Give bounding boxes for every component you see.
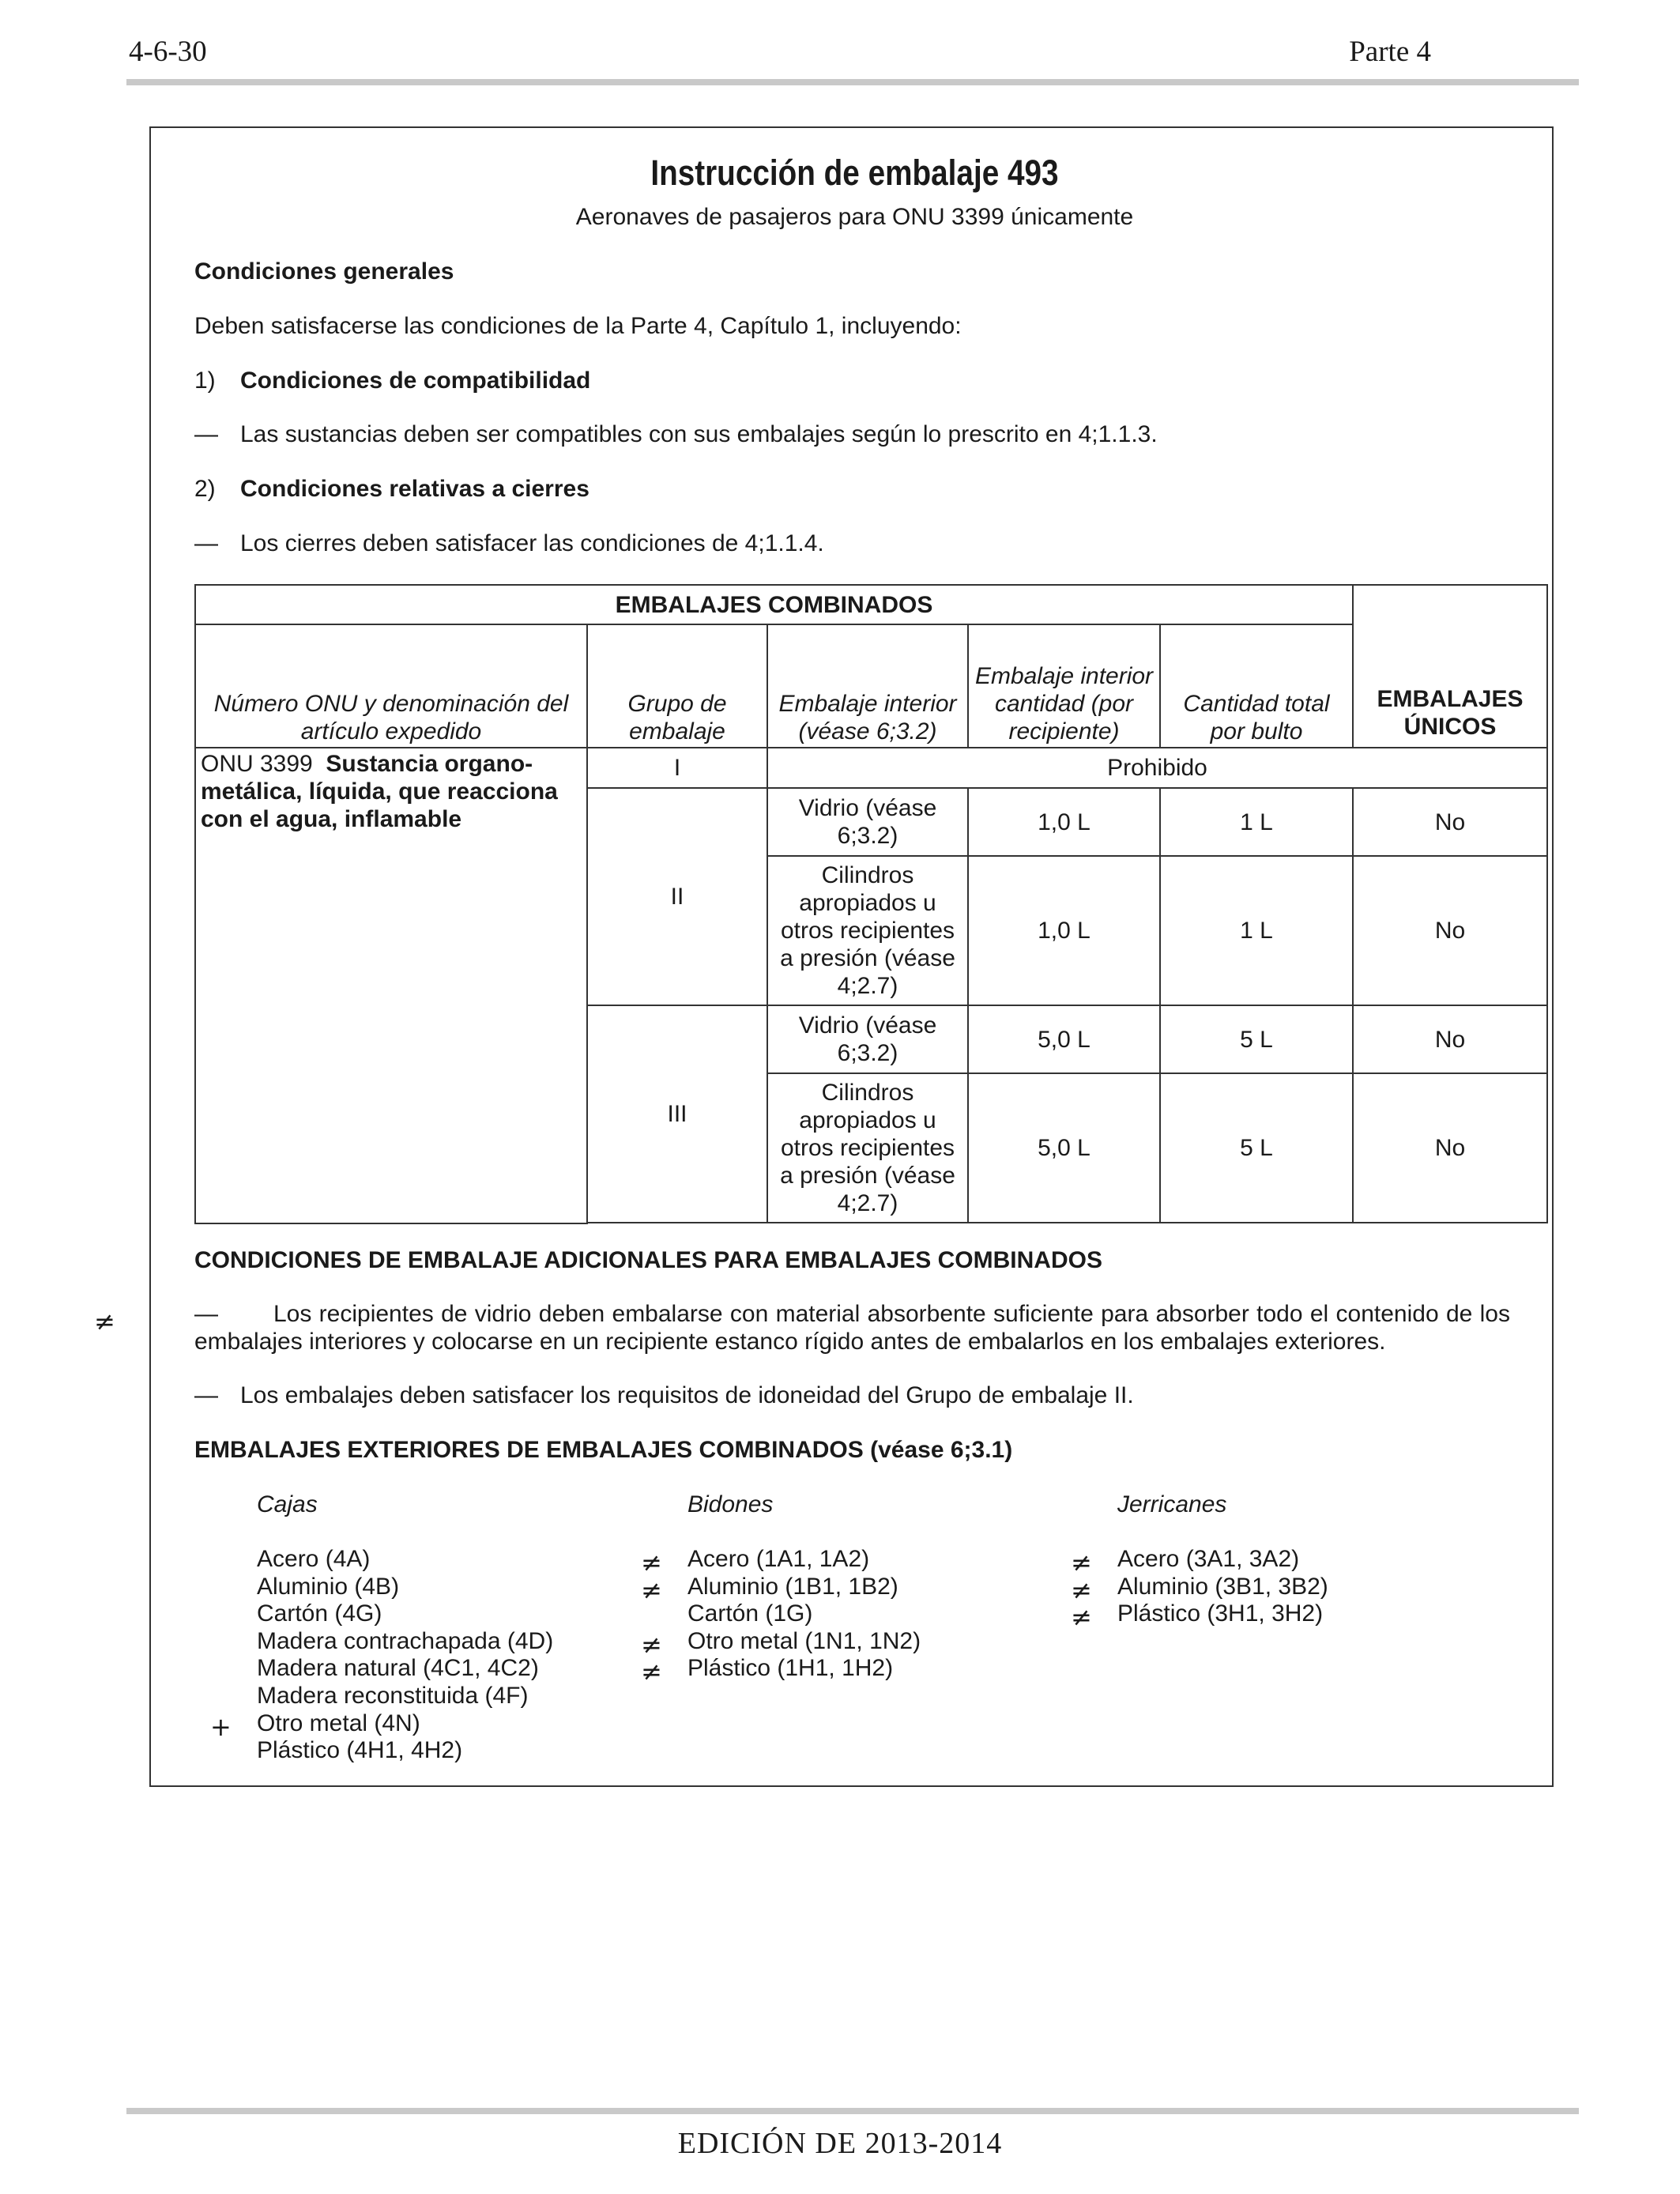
box-item: Madera contrachapada (4D) (257, 1627, 554, 1654)
drum-change-mark: ≠ (641, 1574, 662, 1605)
box-item: Plástico (4H1, 4H2) (257, 1737, 463, 1764)
packing-table (194, 584, 1548, 1224)
part-label: Parte 4 (1349, 36, 1431, 68)
inner-qty-column-header: Embalaje interior cantidad (por recipiente) (968, 624, 1160, 748)
drum-item: Plástico (1H1, 1H2) (687, 1655, 894, 1682)
general-heading: Condiciones generales (194, 258, 454, 285)
box-item: Madera reconstituida (4F) (257, 1683, 529, 1709)
additional-paragraph-1 (194, 1300, 1510, 1355)
un-number: ONU 3399 (201, 751, 313, 777)
change-mark: ≠ (94, 1306, 115, 1336)
table-row-inner-qty: 1,0 L (968, 856, 1160, 1005)
table-row-total: 5 L (1160, 1005, 1353, 1073)
item2-number: 2) (194, 476, 216, 502)
drum-item: Otro metal (1N1, 1N2) (687, 1627, 921, 1654)
box-item: Otro metal (4N) (257, 1710, 420, 1736)
instruction-title: Instrucción de embalaje 493 (650, 153, 1059, 193)
group-column-header: Grupo de embalaje (587, 624, 767, 748)
edition-footer: EDICIÓN DE 2013-2014 (677, 2127, 1003, 2160)
prohibited-cell: Prohibido (767, 748, 1547, 788)
additional-heading: CONDICIONES DE EMBALAJE ADICIONALES PARA EMBALAJES COMBINADOS (194, 1247, 1102, 1273)
boxes-title: Cajas (257, 1491, 318, 1517)
drum-change-mark: ≠ (641, 1657, 662, 1687)
item2-label: Condiciones relativas a cierres (240, 476, 590, 502)
drum-change-mark: ≠ (641, 1547, 662, 1578)
additional-text-2: Los embalajes deben satisfacer los requisitos de idoneidad del Grupo de embalaje II. (240, 1382, 1134, 1408)
table-row-inner: Cilindros apropiados u otros recipientes a presión (véase 4;2.7) (767, 856, 968, 1005)
un-cell (195, 748, 587, 1223)
additional-dash-2: — (194, 1382, 218, 1408)
page-reference: 4-6-30 (129, 36, 207, 68)
jerrican-item: Plástico (3H1, 3H2) (1117, 1600, 1324, 1627)
drum-item: Aluminio (1B1, 1B2) (687, 1573, 898, 1600)
table-row-total: 1 L (1160, 788, 1353, 856)
table-row-inner: Vidrio (véase 6;3.2) (767, 788, 968, 856)
table-row-inner-qty: 5,0 L (968, 1073, 1160, 1223)
box-item: Acero (4A) (257, 1546, 371, 1572)
box-change-mark: + (210, 1711, 232, 1742)
additional-dash: — (194, 1301, 218, 1327)
table-row-inner: Cilindros apropiados u otros recipientes a presión (véase 4;2.7) (767, 1073, 968, 1223)
item1-label: Condiciones de compatibilidad (240, 368, 591, 394)
jerrican-change-mark: ≠ (1071, 1574, 1092, 1605)
jerricans-title: Jerricanes (1117, 1491, 1227, 1517)
drum-change-mark: ≠ (641, 1629, 662, 1660)
drum-item: Acero (1A1, 1A2) (687, 1546, 870, 1572)
combined-packaging-header: EMBALAJES COMBINADOS (195, 585, 1353, 624)
table-row-inner-qty: 1,0 L (968, 788, 1160, 856)
table-row-total: 5 L (1160, 1073, 1353, 1223)
box-item: Madera natural (4C1, 4C2) (257, 1655, 539, 1682)
header-rule (126, 79, 1579, 85)
table-row-single: No (1353, 856, 1547, 1005)
total-column-header: Cantidad total por bulto (1160, 624, 1353, 748)
group-iii: III (587, 1005, 767, 1223)
group-i: I (587, 748, 767, 788)
table-row-single: No (1353, 1073, 1547, 1223)
jerrican-item: Aluminio (3B1, 3B2) (1117, 1573, 1328, 1600)
inner-column-header: Embalaje interior (véase 6;3.2) (767, 624, 968, 748)
un-column-header: Número ONU y denominación del artículo expedido (195, 624, 587, 748)
drum-item: Cartón (1G) (687, 1600, 813, 1627)
table-row-total: 1 L (1160, 856, 1353, 1005)
jerrican-change-mark: ≠ (1071, 1547, 1092, 1578)
box-item: Aluminio (4B) (257, 1573, 400, 1600)
group-ii: II (587, 788, 767, 1005)
item2-text: Los cierres deben satisfacer las condiciones de 4;1.1.4. (240, 530, 824, 556)
box-item: Cartón (4G) (257, 1600, 382, 1627)
drums-title: Bidones (687, 1491, 774, 1517)
jerrican-change-mark: ≠ (1071, 1602, 1092, 1633)
item1-dash: — (194, 421, 218, 447)
footer-rule (126, 2108, 1579, 2114)
table-row-single: No (1353, 788, 1547, 856)
un-name: Sustancia organo-metálica, líquida, que reacciona con el agua, inflamable (201, 751, 558, 832)
jerrican-item: Acero (3A1, 3A2) (1117, 1546, 1300, 1572)
table-row-single: No (1353, 1005, 1547, 1073)
additional-text-1: Los recipientes de vidrio deben embalarse con material absorbente suficiente para absorber todo el contenido de los embalajes interiores y colocarse en un recipiente estanco rígido antes de embalarlos en los embalajes exteriores. (194, 1301, 1510, 1355)
item1-text: Las sustancias deben ser compatibles con sus embalajes según lo prescrito en 4;1.1.3. (240, 421, 1158, 447)
item1-number: 1) (194, 368, 216, 394)
general-intro: Deben satisfacerse las condiciones de la Parte 4, Capítulo 1, incluyendo: (194, 313, 962, 339)
table-row-inner: Vidrio (véase 6;3.2) (767, 1005, 968, 1073)
table-row-inner-qty: 5,0 L (968, 1005, 1160, 1073)
instruction-subtitle: Aeronaves de pasajeros para ONU 3399 únicamente (575, 204, 1134, 230)
single-packaging-header: EMBALAJES ÚNICOS (1353, 585, 1547, 748)
item2-dash: — (194, 530, 218, 556)
outer-heading: EMBALAJES EXTERIORES DE EMBALAJES COMBINADOS (véase 6;3.1) (194, 1437, 1013, 1463)
